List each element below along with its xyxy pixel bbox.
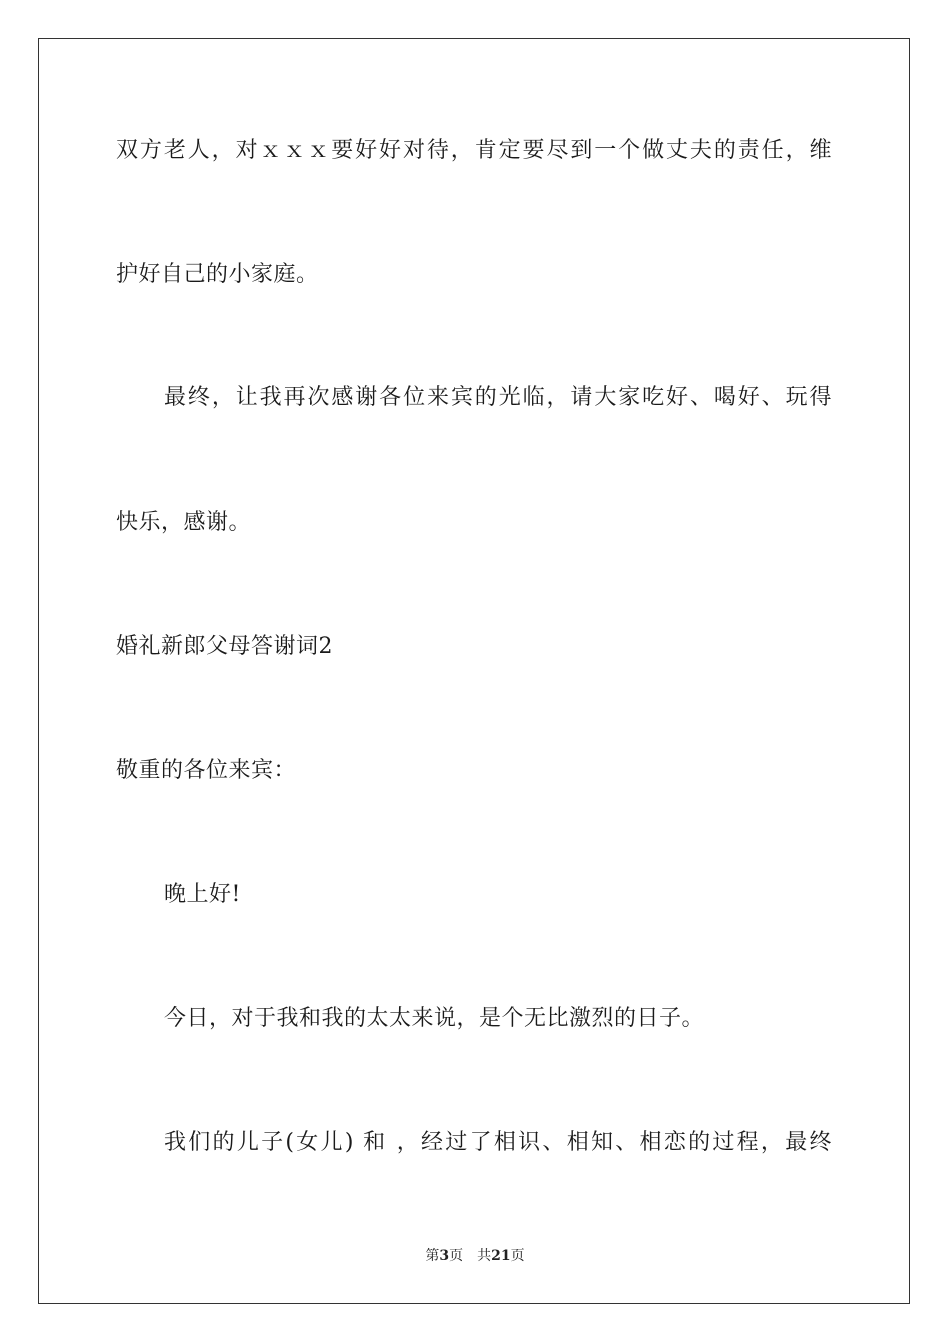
page-number-suffix: 页 (449, 1248, 464, 1264)
section-heading: 婚礼新郎父母答谢词2 (116, 634, 333, 659)
page-footer (0, 1246, 950, 1266)
body-paragraph-line: 最终，让我再次感谢各位来宾的光临，请大家吃好、喝好、玩得 (164, 385, 832, 410)
greeting: 晚上好! (164, 882, 241, 907)
page-number: 3 (439, 1248, 450, 1264)
page-number-prefix: 第 (425, 1248, 440, 1264)
body-paragraph-line: 护好自己的小家庭。 (116, 262, 319, 287)
body-paragraph-line: 我们的儿子(女儿) 和 ，经过了相识、相知、相恋的过程，最终 (164, 1130, 832, 1155)
total-pages-prefix: 共 (477, 1248, 492, 1264)
body-paragraph-line: 今日，对于我和我的太太来说，是个无比激烈的日子。 (164, 1006, 705, 1031)
total-pages-suffix: 页 (510, 1248, 525, 1264)
page-border (38, 38, 910, 1304)
total-pages: 21 (491, 1248, 511, 1264)
salutation: 敬重的各位来宾： (116, 758, 297, 783)
body-paragraph-line: 快乐，感谢。 (116, 510, 252, 535)
body-paragraph-line: 双方老人，对ｘｘｘ要好好对待，肯定要尽到一个做丈夫的责任，维 (116, 138, 832, 163)
